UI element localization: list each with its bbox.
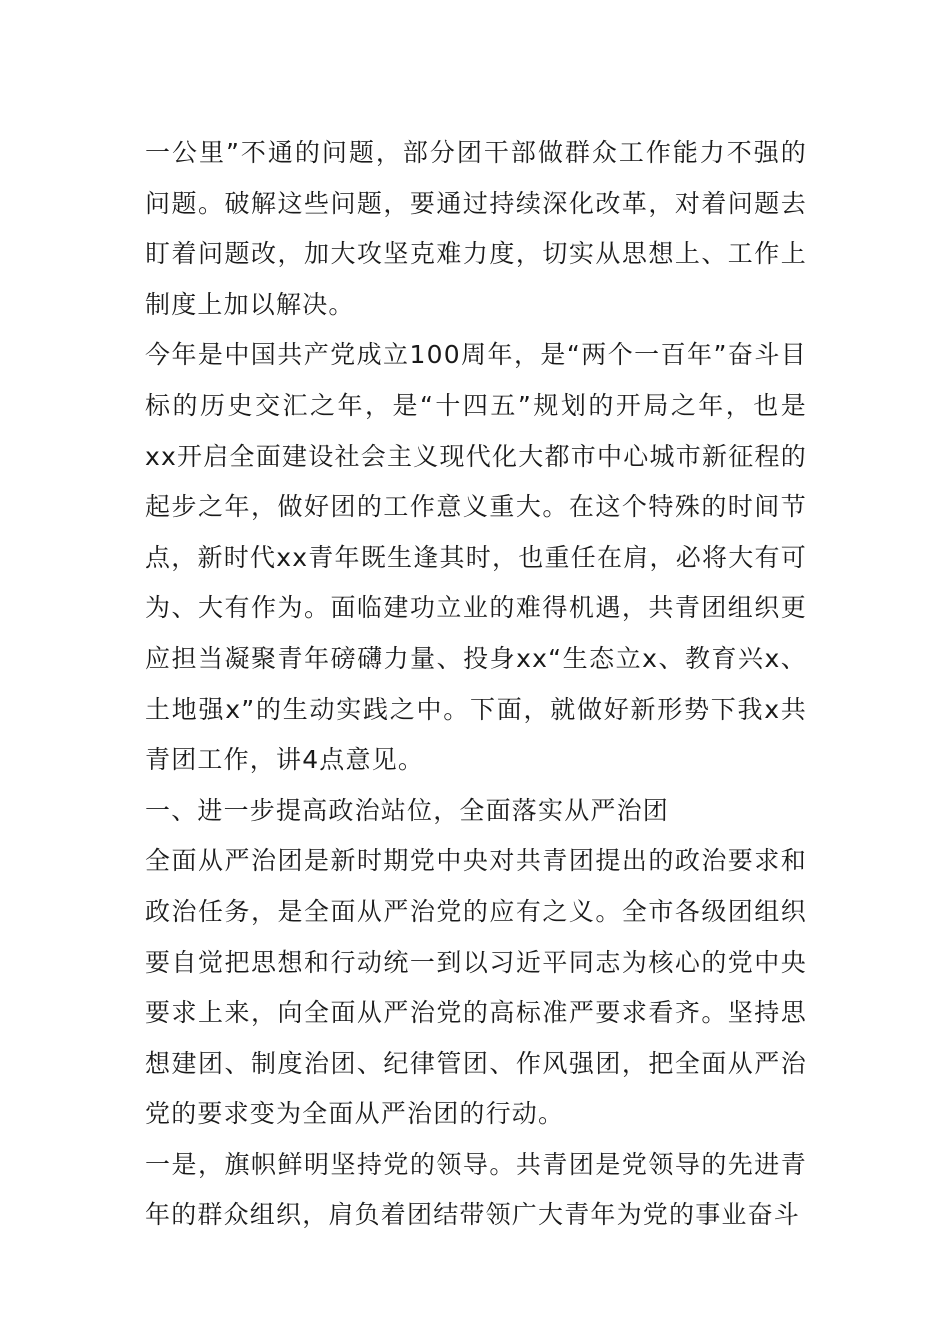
paragraph-continuation: 一公里”不通的问题，部分团干部做群众工作能力不强的问题。破解这些问题，要通过持续深化改革，对着问题去盯着问题改，加大攻坚克难力度，切实从思想上、工作上制度上加以解决。: [145, 138, 807, 319]
section-heading-1: 一、进一步提高政治站位，全面落实从严治团: [145, 795, 670, 825]
document-body: [145, 128, 807, 1241]
paragraph-strict-governance: 全面从严治团是新时期党中央对共青团提出的政治要求和政治任务，是全面从严治党的应有之义。全市各级团组织要自觉把思想和行动统一到以习近平同志为核心的党中央要求上来，向全面从严治党的高标准严要求看齐。坚持思想建团、制度治团、纪律管团、作风强团，把全面从严治党的要求变为全面从严治团的行动。: [145, 846, 807, 1129]
paragraph-party-leadership: 一是，旗帜鲜明坚持党的领导。共青团是党领导的先进青年的群众组织，肩负着团结带领广大青年为党的事业奋斗: [145, 1149, 807, 1230]
paragraph-anniversary: 今年是中国共产党成立100周年，是“两个一百年”奋斗目标的历史交汇之年，是“十四五”规划的开局之年，也是xx开启全面建设社会主义现代化大都市中心城市新征程的起步之年，做好团的工作意义重大。在这个特殊的时间节点，新时代xx青年既生逢其时，也重任在肩，必将大有可为、大有作为。面临建功立业的难得机遇，共青团组织更应担当凝聚青年磅礴力量、投身xx“生态立x、教育兴x、土地强x”的生动实践之中。下面，就做好新形势下我x共青团工作，讲4点意见。: [145, 340, 807, 775]
